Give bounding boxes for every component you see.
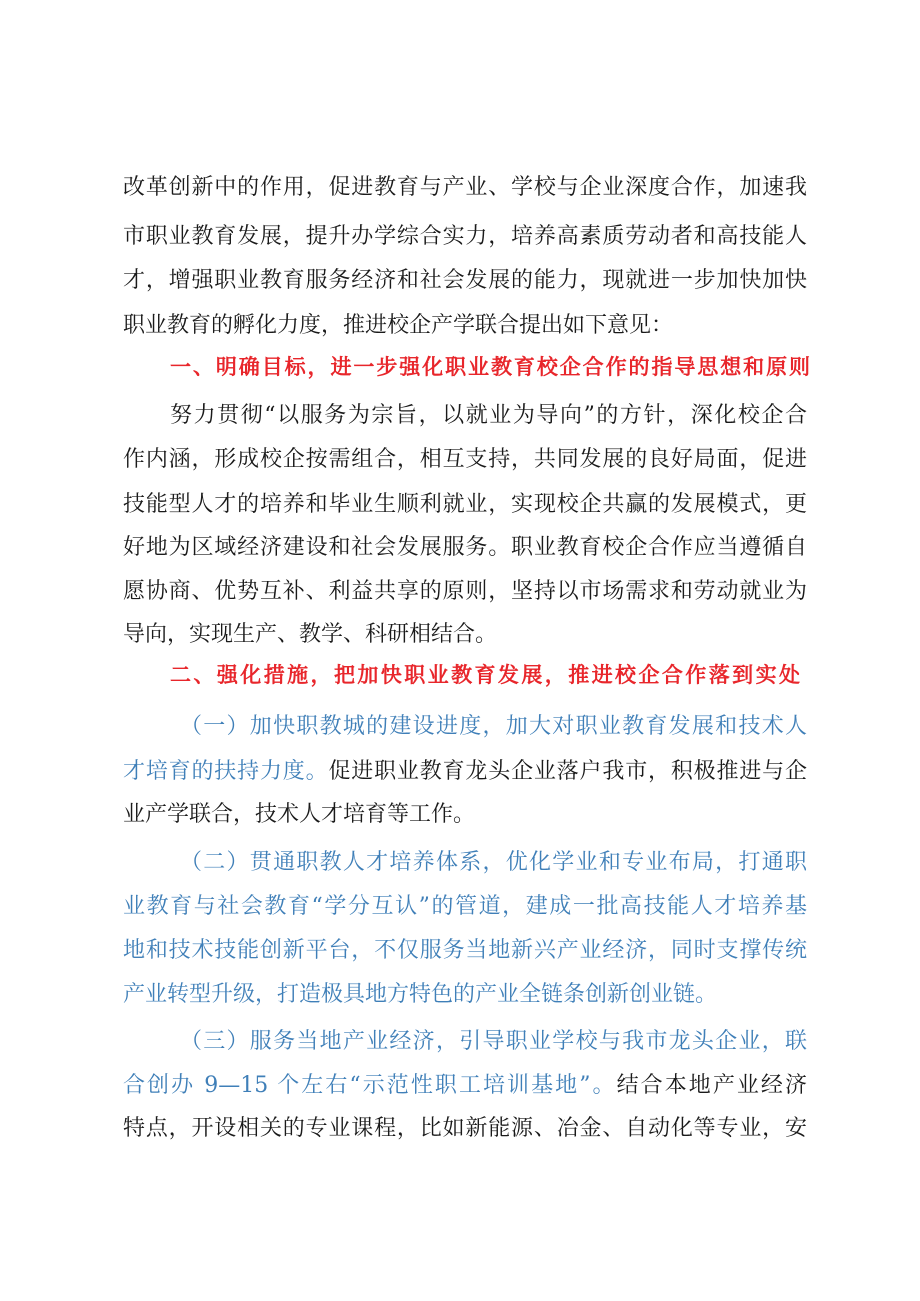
item-3-line-2 <box>123 1071 807 1101</box>
item-2-line-3: 地和技术技能创新平台，不仅服务当地新兴产业经济，同时支撑传统 <box>123 938 807 963</box>
item-3-line-2-blue: 合创办 9—15 个左右“示范性职工培训基地”。 <box>123 1073 617 1098</box>
item-3-line-3: 特点，开设相关的专业课程，比如新能源、冶金、自动化等专业，安 <box>123 1116 807 1141</box>
para-1-line-4: 好地为区域经济建设和社会发展服务。职业教育校企合作应当遵循自 <box>123 535 807 560</box>
para-1-line-3: 技能型人才的培养和毕业生顺利就业，实现校企共赢的发展模式，更 <box>123 492 807 517</box>
intro-line-3: 才，增强职业教育服务经济和社会发展的能力，现就进一步加快加快 <box>123 268 807 293</box>
heading-section-2: 二、强化措施，把加快职业教育发展，推进校企合作落到实处 <box>170 663 800 687</box>
intro-line-1: 改革创新中的作用，促进教育与产业、学校与企业深度合作，加速我 <box>123 175 807 200</box>
para-1-line-6: 导向，实现生产、教学、科研相结合。 <box>123 622 498 647</box>
item-1-line-2-blue: 才培育的扶持力度。 <box>123 759 329 784</box>
intro-line-2: 市职业教育发展，提升办学综合实力，培养高素质劳动者和高技能人 <box>123 224 807 249</box>
item-1-line-1: （一）加快职教城的建设进度，加大对职业教育发展和技术人 <box>180 714 807 739</box>
para-1-line-1: 努力贯彻“以服务为宗旨，以就业为导向”的方针，深化校企合 <box>170 403 807 428</box>
item-1-line-2-black: 促进职业教育龙头企业落户我市，积极推进与企 <box>328 759 807 784</box>
item-2-line-2: 业教育与社会教育“学分互认”的管道，建成一批高技能人才培养基 <box>123 894 807 919</box>
para-1-line-5: 愿协商、优势互补、利益共享的原则，坚持以市场需求和劳动就业为 <box>123 579 807 604</box>
para-1-line-2: 作内涵，形成校企按需组合，相互支持，共同发展的良好局面，促进 <box>123 447 807 472</box>
item-3-line-2-black: 结合本地产业经济 <box>616 1073 807 1098</box>
item-1-line-2 <box>123 757 807 787</box>
intro-line-4: 职业教育的孵化力度，推进校企产学联合提出如下意见： <box>123 313 674 338</box>
item-3-line-1: （三）服务当地产业经济，引导职业学校与我市龙头企业，联 <box>180 1029 807 1054</box>
item-2-line-4: 产业转型升级，打造极具地方特色的产业全链条创新创业链。 <box>123 982 718 1007</box>
item-1-line-3: 业产学联合，技术人才培育等工作。 <box>123 802 476 827</box>
item-2-line-1: （二）贯通职教人才培养体系，优化学业和专业布局，打通职 <box>180 850 807 875</box>
heading-section-1: 一、明确目标，进一步强化职业教育校企合作的指导思想和原则 <box>170 355 810 379</box>
